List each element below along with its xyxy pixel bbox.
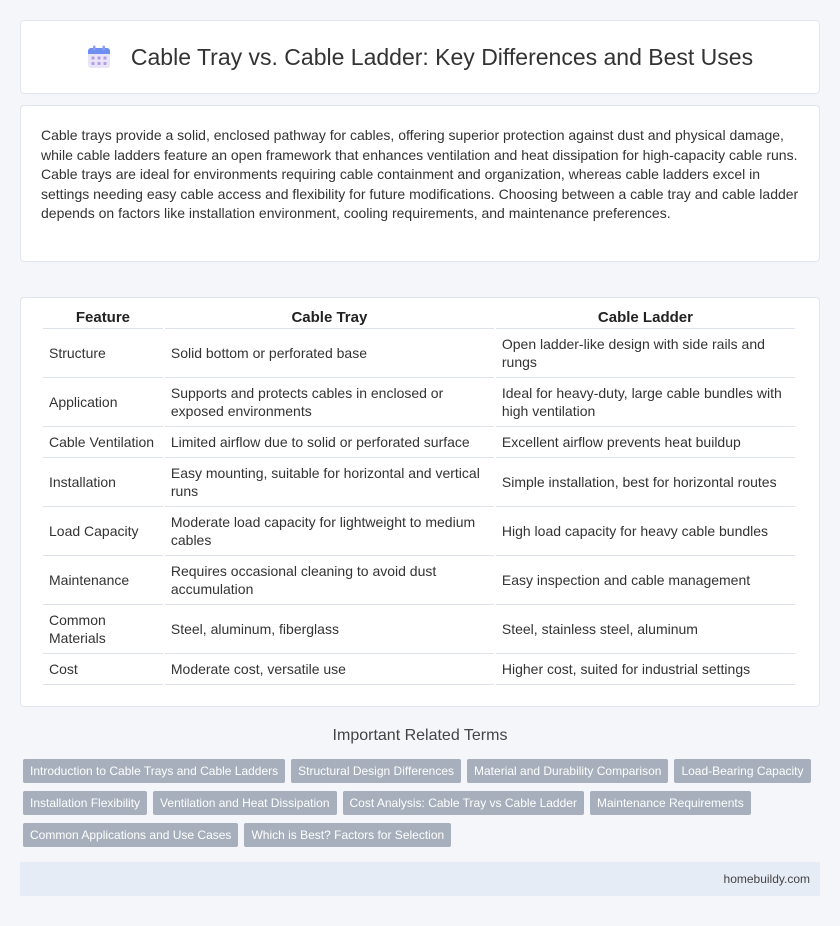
calendar-icon (87, 45, 111, 69)
intro-card (20, 105, 820, 262)
table-row (43, 654, 795, 685)
row-feature: Cost (43, 654, 163, 685)
table-row (43, 378, 795, 427)
table-row (43, 329, 795, 378)
row-feature: Installation (43, 458, 163, 507)
row-cable-ladder: High load capacity for heavy cable bundles (496, 507, 795, 556)
row-feature: Structure (43, 329, 163, 378)
footer (20, 862, 820, 896)
related-term-tag[interactable]: Cost Analysis: Cable Tray vs Cable Ladder (343, 791, 584, 815)
row-cable-tray: Steel, aluminum, fiberglass (165, 605, 494, 654)
row-feature: Maintenance (43, 556, 163, 605)
row-cable-ladder: Ideal for heavy-duty, large cable bundles with high ventilation (496, 378, 795, 427)
related-term-tag[interactable]: Material and Durability Comparison (467, 759, 668, 783)
related-term-tag[interactable]: Structural Design Differences (291, 759, 461, 783)
related-term-tag[interactable]: Common Applications and Use Cases (23, 823, 238, 847)
header-cable-tray: Cable Tray (165, 304, 494, 329)
page-title: Cable Tray vs. Cable Ladder: Key Differences and Best Uses (130, 43, 754, 70)
row-cable-tray: Requires occasional cleaning to avoid dust accumulation (165, 556, 494, 605)
intro-text: Cable trays provide a solid, enclosed pathway for cables, offering superior protection against dust and physical damage, while cable ladders feature an open framework that enhances ventilation and heat dissipation for high-capacity cable runs. Cable trays are ideal for environments requiring cable containment and organization, whereas cable ladders excel in settings needing easy cable access and flexibility for future modifications. Choosing between a cable tray and cable ladder depends on factors like installation environment, cooling requirements, and maintenance preferences. (41, 127, 799, 221)
row-cable-tray: Moderate load capacity for lightweight to medium cables (165, 507, 494, 556)
header-cable-ladder: Cable Ladder (496, 304, 795, 329)
related-term-tag[interactable]: Introduction to Cable Trays and Cable Ladders (23, 759, 285, 783)
header-feature: Feature (43, 304, 163, 329)
row-cable-tray: Supports and protects cables in enclosed or exposed environments (165, 378, 494, 427)
row-feature: Load Capacity (43, 507, 163, 556)
comparison-table (41, 304, 797, 685)
row-feature: Application (43, 378, 163, 427)
row-cable-ladder: Simple installation, best for horizontal routes (496, 458, 795, 507)
related-term-tag[interactable]: Maintenance Requirements (590, 791, 751, 815)
row-cable-tray: Moderate cost, versatile use (165, 654, 494, 685)
row-cable-ladder: Excellent airflow prevents heat buildup (496, 427, 795, 458)
row-cable-ladder: Steel, stainless steel, aluminum (496, 605, 795, 654)
table-header-row (43, 304, 795, 329)
header-card (20, 20, 820, 94)
row-cable-ladder: Higher cost, suited for industrial settings (496, 654, 795, 685)
table-row (43, 427, 795, 458)
table-row (43, 556, 795, 605)
related-term-tag[interactable]: Installation Flexibility (23, 791, 147, 815)
row-cable-tray: Limited airflow due to solid or perforated surface (165, 427, 494, 458)
related-term-tag[interactable]: Ventilation and Heat Dissipation (153, 791, 336, 815)
related-term-tag[interactable]: Which is Best? Factors for Selection (244, 823, 451, 847)
row-feature: Common Materials (43, 605, 163, 654)
related-terms-title: Important Related Terms (332, 727, 508, 744)
row-cable-ladder: Open ladder-like design with side rails and rungs (496, 329, 795, 378)
row-cable-tray: Solid bottom or perforated base (165, 329, 494, 378)
comparison-table-card (20, 297, 820, 707)
row-feature: Cable Ventilation (43, 427, 163, 458)
footer-site-link[interactable]: homebuildy.com (723, 872, 810, 886)
related-terms-list (23, 759, 823, 847)
table-row (43, 458, 795, 507)
related-term-tag[interactable]: Load-Bearing Capacity (674, 759, 810, 783)
row-cable-tray: Easy mounting, suitable for horizontal and vertical runs (165, 458, 494, 507)
table-row (43, 605, 795, 654)
table-row (43, 507, 795, 556)
row-cable-ladder: Easy inspection and cable management (496, 556, 795, 605)
